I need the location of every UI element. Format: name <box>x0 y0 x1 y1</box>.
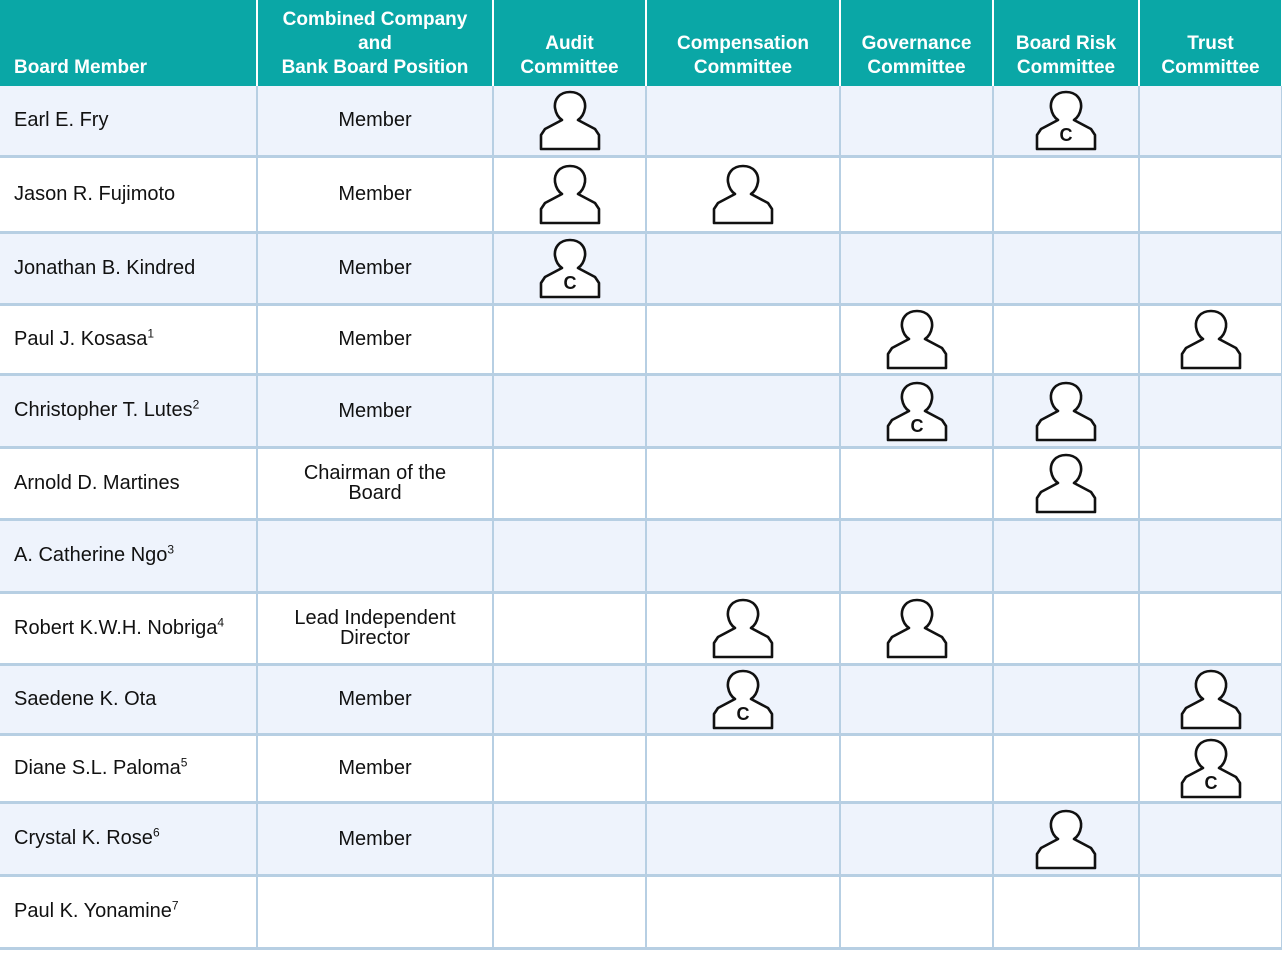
board-member-name <box>0 86 257 156</box>
position-text: Member <box>338 328 412 350</box>
table-row <box>0 156 1282 232</box>
person-icon <box>537 163 603 225</box>
trust-committee-cell <box>1139 232 1282 304</box>
trust-committee-cell <box>1139 592 1282 664</box>
trust-committee-cell <box>1139 802 1282 875</box>
table-row <box>0 592 1282 664</box>
member-name-text: Robert K.W.H. Nobriga <box>14 616 218 639</box>
trust-committee-cell <box>1139 156 1282 232</box>
risk-committee-cell <box>993 86 1139 156</box>
risk-committee-cell <box>993 802 1139 875</box>
risk-committee-cell <box>993 156 1139 232</box>
audit-committee-cell <box>493 374 646 447</box>
footnote-marker: 7 <box>171 898 179 913</box>
member-name-text: Jason R. Fujimoto <box>14 182 176 205</box>
person-icon <box>1033 808 1099 870</box>
person-chair-icon <box>710 668 776 730</box>
governance-committee-cell <box>840 875 993 948</box>
person-icon <box>537 89 603 151</box>
person-chair-icon <box>537 237 603 299</box>
table-row <box>0 374 1282 447</box>
risk-committee-cell <box>993 734 1139 802</box>
compensation-committee-cell <box>646 86 840 156</box>
governance-committee-cell <box>840 86 993 156</box>
position-text: Lead Independent <box>294 607 456 629</box>
board-member-name <box>0 875 257 948</box>
board-position <box>257 447 493 519</box>
audit-committee-cell <box>493 156 646 232</box>
trust-committee-cell <box>1139 664 1282 734</box>
trust-committee-cell <box>1139 519 1282 592</box>
table-row <box>0 802 1282 875</box>
person-chair-icon <box>1178 737 1244 799</box>
chair-letter: C <box>1059 125 1073 146</box>
governance-committee-cell <box>840 734 993 802</box>
position-text: Member <box>338 183 412 205</box>
compensation-committee-cell <box>646 304 840 374</box>
position-text: Member <box>338 399 412 422</box>
risk-committee-cell <box>993 875 1139 948</box>
member-name-text: Earl E. Fry <box>14 108 109 131</box>
governance-committee-cell <box>840 519 993 592</box>
governance-committee-cell <box>840 592 993 664</box>
header-board-risk-committee: Board Risk Committee <box>993 0 1139 86</box>
board-position <box>257 232 493 304</box>
compensation-committee-cell <box>646 232 840 304</box>
board-position <box>257 592 493 664</box>
member-name-text: Saedene K. Ota <box>14 687 157 710</box>
person-icon <box>1033 380 1099 442</box>
board-member-name <box>0 734 257 802</box>
footnote-marker: 5 <box>180 754 188 769</box>
table-row <box>0 875 1282 948</box>
audit-committee-cell <box>493 875 646 948</box>
table-row <box>0 664 1282 734</box>
person-icon <box>710 597 776 659</box>
compensation-committee-cell <box>646 592 840 664</box>
compensation-committee-cell <box>646 519 840 592</box>
audit-committee-cell <box>493 592 646 664</box>
footnote-marker: 1 <box>147 325 155 340</box>
risk-committee-cell <box>993 447 1139 519</box>
board-position <box>257 802 493 875</box>
audit-committee-cell <box>493 86 646 156</box>
position-text: Member <box>338 827 412 850</box>
risk-committee-cell <box>993 232 1139 304</box>
footnote-marker: 3 <box>167 542 175 557</box>
table-row <box>0 734 1282 802</box>
board-member-name <box>0 664 257 734</box>
governance-committee-cell <box>840 374 993 447</box>
audit-committee-cell <box>493 232 646 304</box>
person-icon <box>710 163 776 225</box>
governance-committee-cell <box>840 156 993 232</box>
trust-committee-cell <box>1139 86 1282 156</box>
header-compensation-committee: Compensation Committee <box>646 0 840 86</box>
person-icon <box>1178 668 1244 730</box>
board-member-name <box>0 156 257 232</box>
audit-committee-cell <box>493 664 646 734</box>
audit-committee-cell <box>493 304 646 374</box>
compensation-committee-cell <box>646 374 840 447</box>
table-row <box>0 447 1282 519</box>
chair-letter: C <box>736 704 750 724</box>
position-text: Member <box>338 688 412 710</box>
header-position: Combined Company and Bank Board Position <box>257 0 493 86</box>
person-chair-icon <box>884 380 950 442</box>
trust-committee-cell <box>1139 304 1282 374</box>
risk-committee-cell <box>993 664 1139 734</box>
chair-letter: C <box>563 273 576 293</box>
footnote-marker: 6 <box>152 825 160 840</box>
board-member-name <box>0 519 257 592</box>
chair-letter: C <box>910 415 923 436</box>
governance-committee-cell <box>840 802 993 875</box>
board-position <box>257 519 493 592</box>
board-position <box>257 664 493 734</box>
governance-committee-cell <box>840 232 993 304</box>
risk-committee-cell <box>993 592 1139 664</box>
person-chair-icon <box>1033 89 1099 151</box>
position-text: Member <box>338 109 412 132</box>
table-row <box>0 304 1282 374</box>
compensation-committee-cell <box>646 802 840 875</box>
header-row <box>0 0 1282 86</box>
trust-committee-cell <box>1139 447 1282 519</box>
board-member-name <box>0 304 257 374</box>
member-name-text: Paul J. Kosasa <box>14 327 148 350</box>
person-icon <box>1033 452 1099 514</box>
position-text: Chairman of the <box>303 462 447 484</box>
header-governance-committee: Governance Committee <box>840 0 993 86</box>
table-row <box>0 86 1282 156</box>
compensation-committee-cell <box>646 447 840 519</box>
board-member-name <box>0 592 257 664</box>
member-name-text: Paul K. Yonamine <box>14 900 172 922</box>
table-row <box>0 232 1282 304</box>
board-member-name <box>0 447 257 519</box>
board-member-name <box>0 374 257 447</box>
member-name-text: Arnold D. Martines <box>14 471 180 494</box>
audit-committee-cell <box>493 519 646 592</box>
compensation-committee-cell <box>646 664 840 734</box>
member-name-text: Christopher T. Lutes <box>14 399 193 421</box>
board-position <box>257 86 493 156</box>
member-name-text: Jonathan B. Kindred <box>14 256 196 279</box>
position-text: Member <box>338 257 412 279</box>
governance-committee-cell <box>840 447 993 519</box>
board-position <box>257 374 493 447</box>
header-board-member: Board Member <box>0 0 257 86</box>
chair-letter: C <box>1204 773 1217 793</box>
position-text: Director <box>339 627 410 649</box>
trust-committee-cell <box>1139 734 1282 802</box>
board-member-name <box>0 802 257 875</box>
position-text: Member <box>338 757 412 779</box>
header-audit-committee: Audit Committee <box>493 0 646 86</box>
person-icon <box>1178 308 1244 370</box>
table-row <box>0 519 1282 592</box>
audit-committee-cell <box>493 802 646 875</box>
compensation-committee-cell <box>646 734 840 802</box>
member-name-text: Diane S.L. Paloma <box>14 756 181 779</box>
risk-committee-cell <box>993 304 1139 374</box>
board-position <box>257 875 493 948</box>
person-icon <box>884 308 950 370</box>
compensation-committee-cell <box>646 156 840 232</box>
board-position <box>257 734 493 802</box>
board-position <box>257 304 493 374</box>
header-trust-committee: Trust Committee <box>1139 0 1282 86</box>
person-icon <box>884 597 950 659</box>
governance-committee-cell <box>840 664 993 734</box>
governance-committee-cell <box>840 304 993 374</box>
risk-committee-cell <box>993 519 1139 592</box>
board-member-name <box>0 232 257 304</box>
position-text: Board <box>348 482 402 504</box>
footnote-marker: 4 <box>217 614 225 629</box>
member-name-text: Crystal K. Rose <box>14 827 153 849</box>
trust-committee-cell <box>1139 374 1282 447</box>
board-position <box>257 156 493 232</box>
risk-committee-cell <box>993 374 1139 447</box>
audit-committee-cell <box>493 447 646 519</box>
trust-committee-cell <box>1139 875 1282 948</box>
table-body <box>0 86 1282 948</box>
compensation-committee-cell <box>646 875 840 948</box>
footnote-marker: 2 <box>192 397 200 412</box>
member-name-text: A. Catherine Ngo <box>14 544 168 566</box>
audit-committee-cell <box>493 734 646 802</box>
